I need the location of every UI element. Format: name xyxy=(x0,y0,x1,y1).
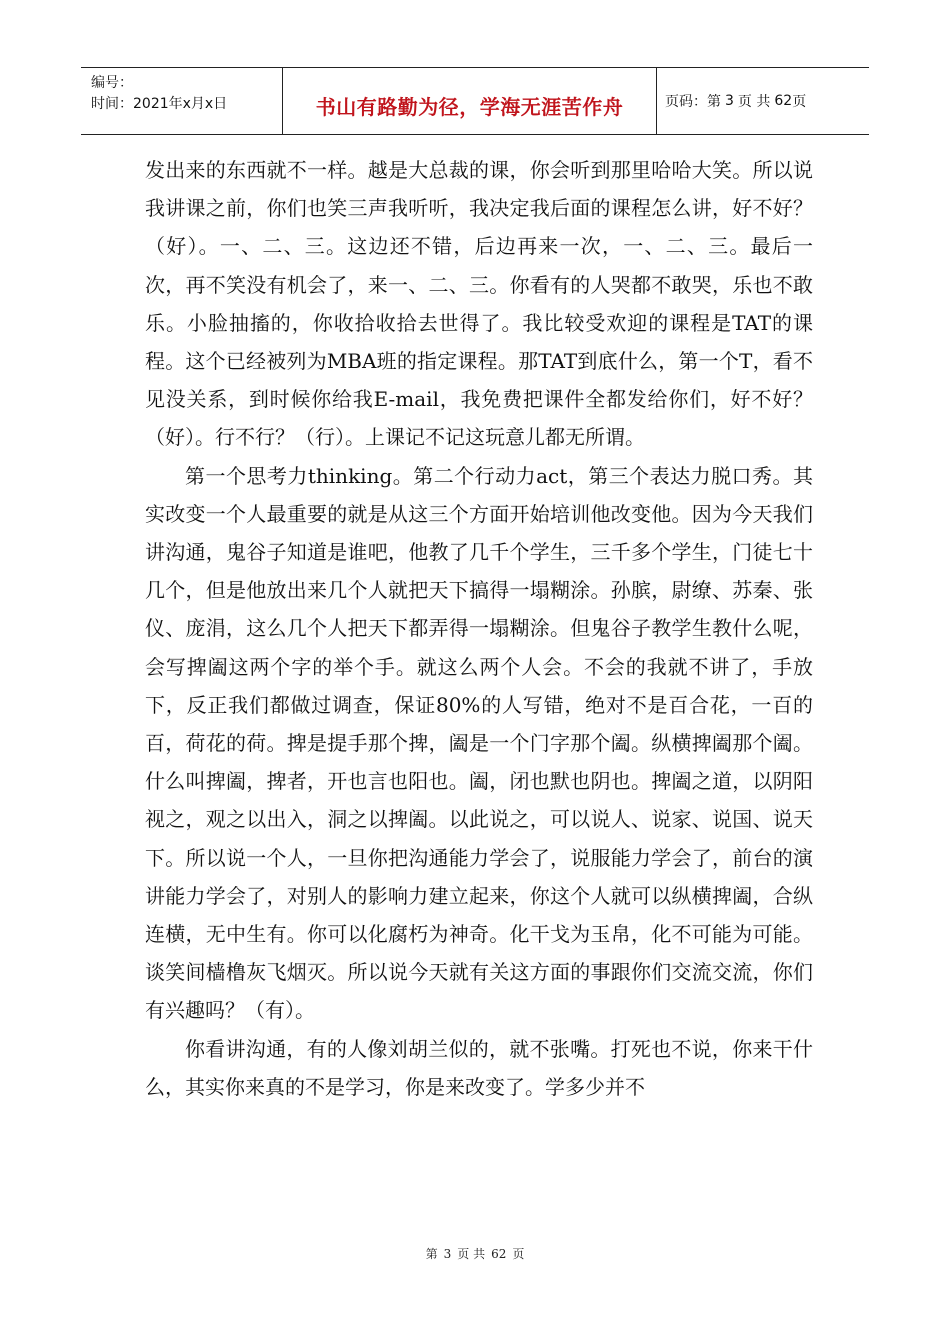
page-header xyxy=(81,67,869,135)
footer-page-current: 3 xyxy=(443,1247,452,1261)
header-page-cell xyxy=(657,68,869,134)
paragraph-communication: 你看讲沟通，有的人像刘胡兰似的，就不张嘴。打死也不说，你来干什么，其实你来真的不是学习，你是来改变了。学多少并不 xyxy=(145,1036,813,1099)
header-page-current: 3 xyxy=(725,93,734,109)
header-motto: 书山有路勤为径，学海无涯苦作舟 xyxy=(315,94,624,119)
header-page-label: 页码：第 xyxy=(665,94,721,110)
header-meta-cell xyxy=(81,68,283,134)
footer-prefix: 第 xyxy=(425,1247,438,1261)
header-page-end: 页 xyxy=(792,94,807,110)
footer-suffix: 页 xyxy=(512,1247,525,1261)
header-motto-cell xyxy=(283,68,657,134)
paragraph-continued: 发出来的东西就不一样。越是大总裁的课，你会听到那里哈哈大笑。所以说我讲课之前，你们也笑三声我听听，我决定我后面的课程怎么讲，好不好？（好）。一、二、三。这边还不错，后边再来一次，一、二、三。最后一次，再不笑没有机会了，来一、二、三。你看有的人哭都不敢哭，乐也不敢乐。小脸抽搐的，你收拾收拾去世得了。我比较受欢迎的课程是TAT的课程。这个已经被列为MBA班的指定课程。那TAT到底什么，第一个T，看不见没关系，到时候你给我E-mail，我免费把课件全都发给你们，好不好？（好）。行不行？（行）。上课记不记这玩意儿都无所谓。 xyxy=(145,158,813,450)
document-body xyxy=(145,151,813,1106)
header-page-mid: 页 共 xyxy=(737,94,771,110)
footer-page-total: 62 xyxy=(491,1247,507,1261)
header-page-total: 62 xyxy=(774,93,793,109)
page-footer xyxy=(0,1245,950,1262)
footer-page-mid: 页 共 xyxy=(457,1247,486,1261)
document-time-label: 时间：2021年x月x日 xyxy=(91,96,228,112)
paragraph-thinking: 第一个思考力thinking。第二个行动力act，第三个表达力脱口秀。其实改变一个人最重要的就是从这三个方面开始培训他改变他。因为今天我们讲沟通，鬼谷子知道是谁吧，他教了几千个学生，三千多个学生，门徒七十几个，但是他放出来几个人就把天下搞得一塌糊涂。孙膑，尉缭、苏秦、张仪、庞涓，这么几个人把天下都弄得一塌糊涂。但鬼谷子教学生教什么呢，会写捭阖这两个字的举个手。就这么两个人会。不会的我就不讲了，手放下，反正我们都做过调查，保证80%的人写错，绝对不是百合花，一百的百，荷花的荷。捭是提手那个捭，阖是一个门字那个阖。纵横捭阖那个阖。什么叫捭阖，捭者，开也言也阳也。阖，闭也默也阴也。捭阖之道，以阴阳视之，观之以出入，洞之以捭阖。以此说之，可以说人、说家、说国、说天下。所以说一个人，一旦你把沟通能力学会了，说服能力学会了，前台的演讲能力学会了，对别人的影响力建立起来，你这个人就可以纵横捭阖，合纵连横，无中生有。你可以化腐朽为神奇。化干戈为玉帛，化不可能为可能。谈笑间樯橹灰飞烟灭。所以说今天就有关这方面的事跟你们交流交流，你们有兴趣吗？（有）。 xyxy=(145,463,813,1023)
document-number-label: 编号： xyxy=(91,75,133,91)
